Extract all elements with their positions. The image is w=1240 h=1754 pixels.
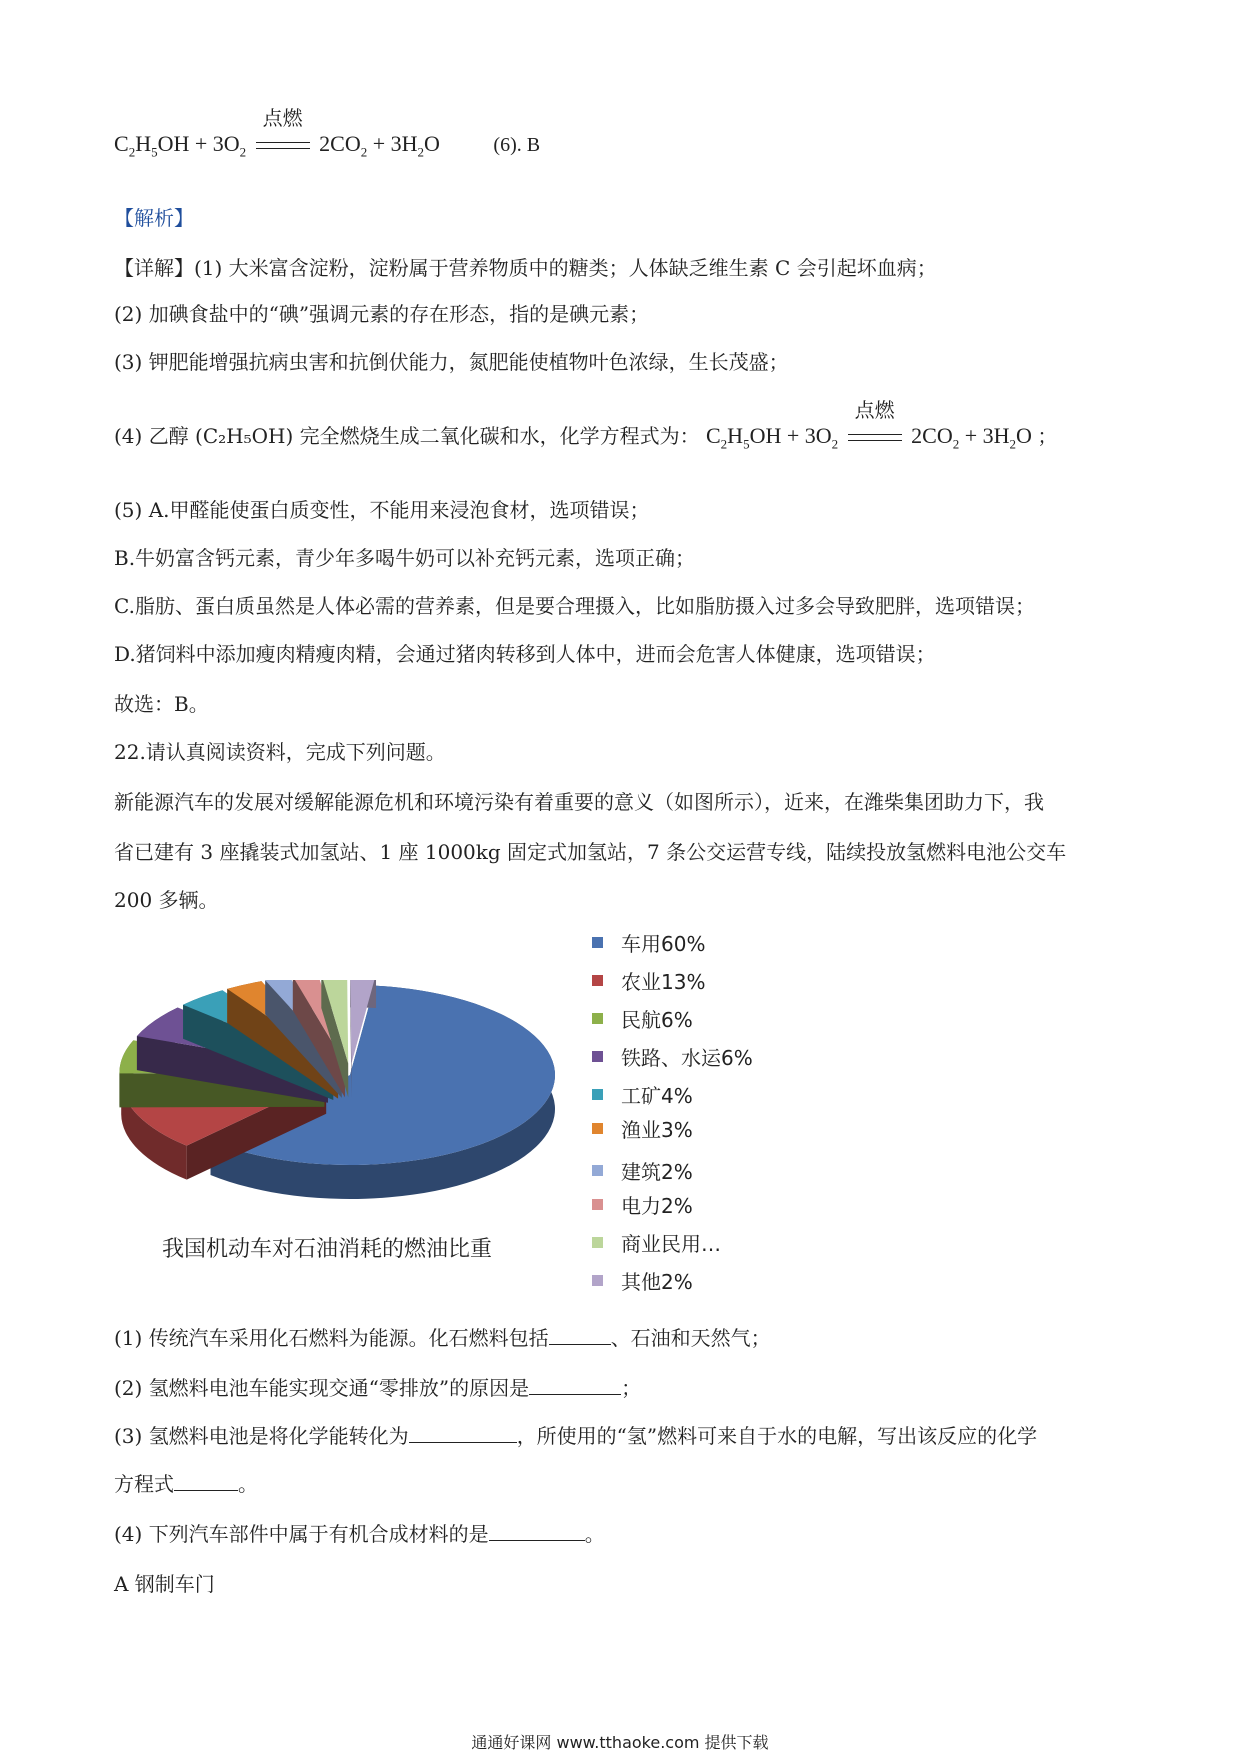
sub-question-3: (3) 氢燃料电池是将化学能转化为 ，所使用的“氢”燃料可来自于水的电解，写出该反应的化学 [114,1424,1038,1448]
legend-swatch [592,975,603,986]
detail-line-1: 【详解】(1) 大米富含淀粉，淀粉属于营养物质中的糖类；人体缺乏维生素 C 会引起坏血病； [114,256,937,280]
sub-question-4: (4) 下列汽车部件中属于有机合成材料的是 。 [114,1522,605,1546]
detail-line-9: 故选：B。 [114,692,209,716]
legend-swatch [592,937,603,948]
legend-swatch [592,1199,603,1210]
detail-line-2: (2) 加碘食盐中的“碘”强调元素的存在形态，指的是碘元素； [114,302,650,326]
legend-item: 渔业3% [592,1114,693,1140]
detail-line-8: D.猪饲料中添加瘦肉精瘦肉精，会通过猪肉转移到人体中，进而会危害人体健康，选项错误； [114,642,936,666]
detail-line-3: (3) 钾肥能增强抗病虫害和抗倒伏能力，氮肥能使植物叶色浓绿，生长茂盛； [114,350,789,374]
answer-blank[interactable] [529,1376,621,1395]
sub-question-3-cont: 方程式 。 [114,1472,258,1496]
legend-item: 商业民用… [592,1228,721,1254]
legend-swatch [592,1165,603,1176]
answer-6: (6). B [493,134,541,156]
legend-item: 农业13% [592,966,705,992]
answer-blank[interactable] [174,1472,238,1491]
legend-item: 民航6% [592,1004,693,1030]
top-equation: $C_2H_5OH + 3O_2$ 点燃 $2CO_2 + 3H_2O$ (6). B [114,106,541,160]
legend-swatch [592,1089,603,1100]
legend-item: 铁路、水运6% [592,1042,753,1068]
detail-line-7: C.脂肪、蛋白质虽然是人体必需的营养素，但是要合理摄入，比如脂肪摄入过多会导致肥胖，选项错误； [114,594,1035,618]
legend-swatch [592,1237,603,1248]
legend-swatch [592,1275,603,1286]
legend-item: 其他2% [592,1266,693,1292]
legend-swatch [592,1123,603,1134]
legend-swatch [592,1013,603,1024]
detail-line-4: (4) 乙醇 (C₂H₅OH) 完全燃烧生成二氧化碳和水，化学方程式为： $C_2H_5OH + 3O_2$ 点燃 $2CO_2 + 3H_2O$ ； [114,398,1058,452]
passage-line-1: 新能源汽车的发展对缓解能源危机和环境污染有着重要的意义（如图所示），近来，在潍柴集团助力下，我 [114,790,1044,814]
answer-blank[interactable] [409,1424,517,1443]
detail-line-5: (5) A.甲醛能使蛋白质变性，不能用来浸泡食材，选项错误； [114,498,650,522]
legend-item: 电力2% [592,1190,693,1216]
passage-line-3: 200 多辆。 [114,888,219,912]
analysis-heading: 【解析】 [114,206,194,230]
passage-line-2: 省已建有 3 座撬装式加氢站、1 座 1000kg 固定式加氢站，7 条公交运营专线，陆续投放氢燃料电池公交车 [114,840,1067,864]
answer-blank[interactable] [549,1326,611,1345]
question-22: 22.请认真阅读资料，完成下列问题。 [114,740,446,764]
chart-title: 我国机动车对石油消耗的燃油比重 [162,1237,493,1262]
legend-swatch [592,1051,603,1062]
ethanol-equation: $C_2H_5OH + 3O_2$ 点燃 $2CO_2 + 3H_2O$ [705,398,1032,452]
fuel-share-pie-chart [110,980,570,1220]
reaction-condition: 点燃 [256,132,310,156]
legend-item: 工矿4% [592,1080,693,1106]
sub-question-1: (1) 传统汽车采用化石燃料为能源。化石燃料包括 、石油和天然气； [114,1326,771,1350]
answer-blank[interactable] [489,1522,585,1541]
page-footer: 通通好课网 www.tthaoke.com 提供下载 [471,1733,769,1752]
option-a: A 钢制车门 [114,1572,215,1596]
detail-line-6: B.牛奶富含钙元素，青少年多喝牛奶可以补充钙元素，选项正确； [114,546,696,570]
legend-item: 建筑2% [592,1156,693,1182]
legend-item: 车用60% [592,928,705,954]
sub-question-2: (2) 氢燃料电池车能实现交通“零排放”的原因是 ； [114,1376,642,1400]
